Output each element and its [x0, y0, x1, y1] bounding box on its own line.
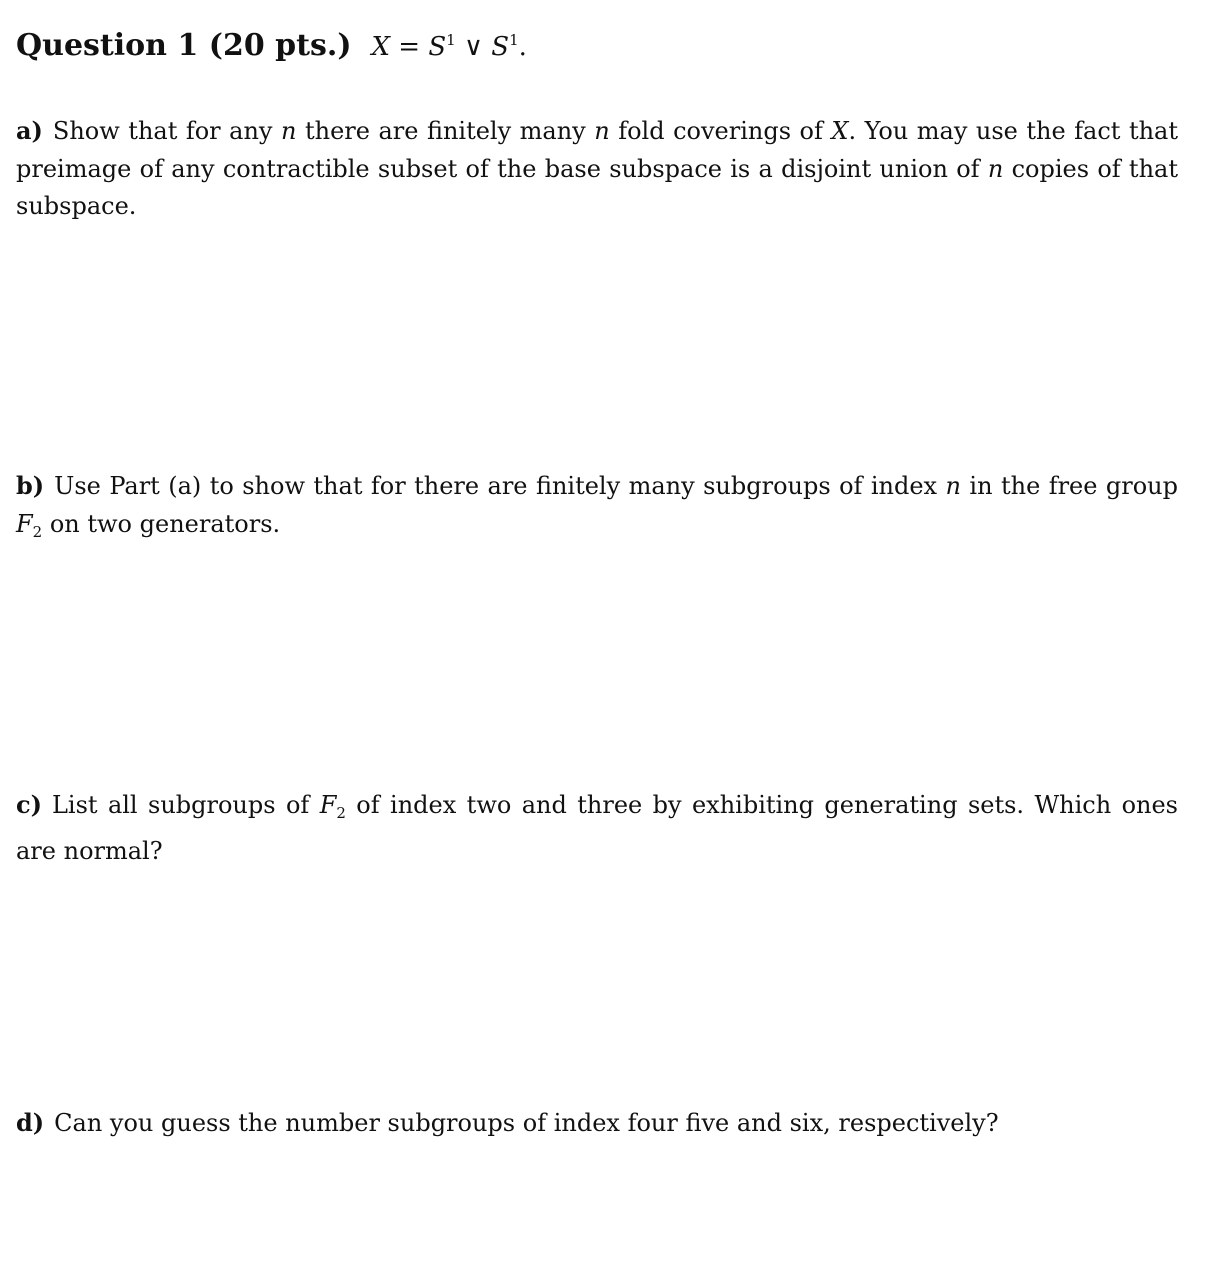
part-c-free-group-subscript: 2 [336, 804, 346, 822]
part-a-x: X [831, 117, 849, 145]
period: . [518, 32, 527, 62]
space-symbol: X [371, 32, 391, 62]
part-d-text-1: Can you guess the number subgroups of index four five and six, respectively? [54, 1109, 999, 1137]
part-b-free-group: F [16, 509, 33, 538]
question-label: Question 1 (20 pts.) [16, 28, 352, 63]
part-d-label: d) [16, 1108, 45, 1137]
part-a-n-1: n [281, 117, 297, 145]
question-space-definition [372, 32, 527, 62]
part-d [16, 1104, 1178, 1143]
part-c-label: c) [16, 790, 42, 819]
part-a-text-2: there are finitely many [296, 117, 595, 145]
sphere-exponent: 1 [446, 31, 456, 49]
sphere-exponent-2: 1 [509, 31, 519, 49]
equals-sign: = [390, 32, 429, 62]
part-a-text-3: fold coverings of [609, 117, 832, 145]
sphere-symbol-2: S [491, 32, 510, 62]
question-heading [16, 18, 527, 69]
part-c-text-1: List all subgroups of [51, 791, 320, 819]
part-a-text-5: copies of that subspace. [16, 154, 1178, 220]
part-a-label: a) [16, 116, 43, 145]
part-b-label: b) [16, 471, 45, 500]
part-b-free-group-subscript: 2 [32, 522, 43, 541]
part-b-text-2: in the free group [960, 472, 1178, 500]
sphere-symbol: S [428, 32, 447, 62]
part-b-text-1: Use Part (a) to show that for there are finitely many subgroups of index [54, 472, 946, 500]
part-a [16, 112, 1178, 226]
part-b-n: n [945, 472, 961, 500]
part-a-text-1: Show that for any [52, 117, 281, 145]
part-c-text-2: of index two and three by exhibiting generating sets. Which ones are normal? [16, 791, 1178, 865]
part-a-n-2: n [594, 117, 610, 145]
part-a-text-4: . You may use the fact that preimage of any contractible subset of the base subspace is a disjoint union of [16, 117, 1179, 183]
part-a-n-3: n [987, 154, 1004, 183]
part-c [16, 786, 1178, 870]
part-c-free-group: F [319, 791, 337, 819]
part-b-text-3: on two generators. [42, 509, 281, 538]
wedge-symbol: ∨ [455, 32, 492, 62]
part-b [16, 467, 1178, 551]
